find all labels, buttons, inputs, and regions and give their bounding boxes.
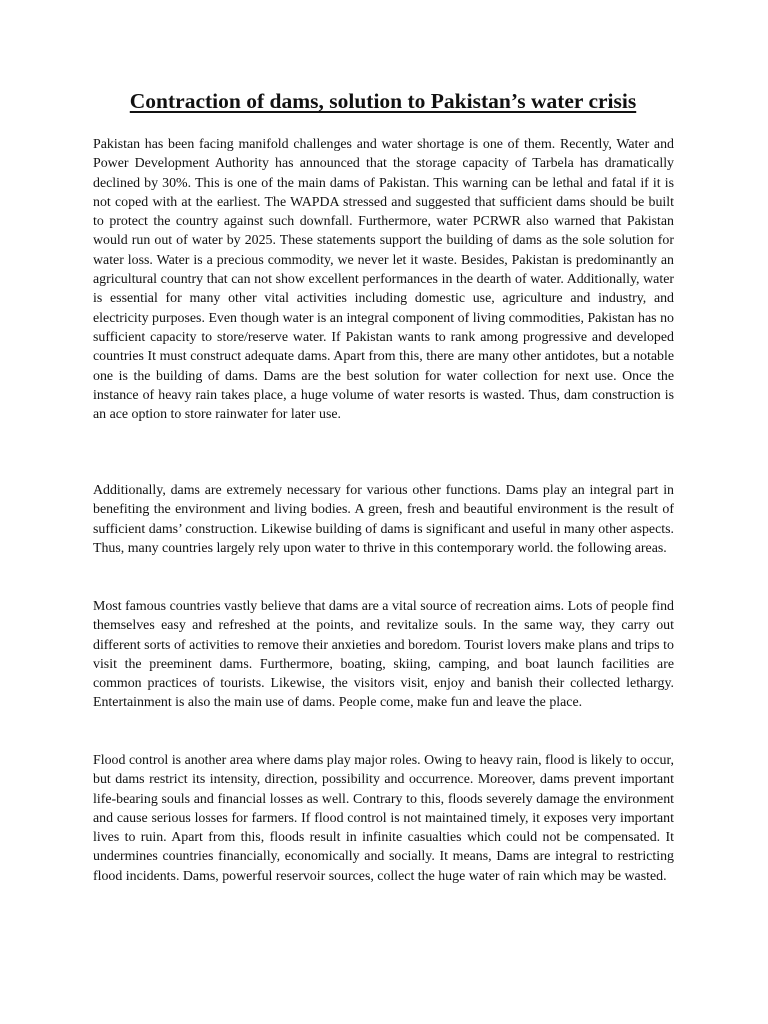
paragraph-water-crisis: Pakistan has been facing manifold challenges and water shortage is one of them. Recently, Water and Power Development Authority has announced that the storage capacity of Tarbela has dramatically declined by 30%. This is one of the main dams of Pakistan. This warning can be lethal and fatal if it is not coped with at the earliest. The WAPDA stressed and suggested that sufficient dams should be built to protect the country against such downfall. Furthermore, water PCRWR also warned that Pakistan would run out of water by 2025. These statements support the building of dams as the sole solution for water loss. Water is a precious commodity, we never let it waste. Besides, Pakistan is predominantly an agricultural country that can not show excellent performances in the dearth of water. Additionally, water is essential for many other vital activities including domestic use, agriculture and industry, and electricity purposes. Even though water is an integral component of living commodities, Pakistan has no sufficient capacity to store/reserve water. If Pakistan wants to rank among progressive and developed countries It must construct adequate dams. Apart from this, there are many other antidotes, but a notable one is the building of dams. Dams are the best solution for water collection for next use. Once the instance of heavy rain takes place, a huge volume of water resorts is wasted. Thus, dam construction is an ace option to store rainwater for later use. — [93, 137, 674, 423]
document-title: Contraction of dams, solution to Pakistan’s water crisis — [129, 89, 637, 113]
paragraph-dam-functions: Additionally, dams are extremely necessary for various other functions. Dams play an integral part in benefiting the environment and living bodies. A green, fresh and beautiful environment is the result of sufficient dams’ construction. Likewise building of dams is significant and useful in many other aspects. Thus, many countries largely rely upon water to thrive in this contemporary world. the following areas. — [93, 483, 674, 556]
paragraph-recreation: Most famous countries vastly believe that dams are a vital source of recreation aims. Lots of people find themselves easy and refreshed at the points, and revitalize souls. In the same way, they carry out different sorts of activities to remove their anxieties and boredom. Tourist lovers make plans and trips to visit the preeminent dams. Furthermore, boating, skiing, camping, and boat launch facilities are common practices of tourists. Likewise, the visitors visit, enjoy and banish their collected lethargy. Entertainment is also the main use of dams. People come, make fun and leave the place. — [93, 599, 674, 711]
paragraph-flood-control: Flood control is another area where dams play major roles. Owing to heavy rain, flood is likely to occur, but dams restrict its intensity, direction, possibility and occurrence. Moreover, dams prevent important life-bearing souls and financial losses as well. Contrary to this, floods severely damage the environment and cause serious losses for farmers. If flood control is not maintained timely, it exposes very important lives to ruin. Apart from this, floods result in infinite casualties which could not be compensated. It undermines countries financially, economically and socially. It means, Dams are integral to restricting flood incidents. Dams, powerful reservoir sources, collect the huge water of rain which may be wasted. — [93, 753, 674, 884]
